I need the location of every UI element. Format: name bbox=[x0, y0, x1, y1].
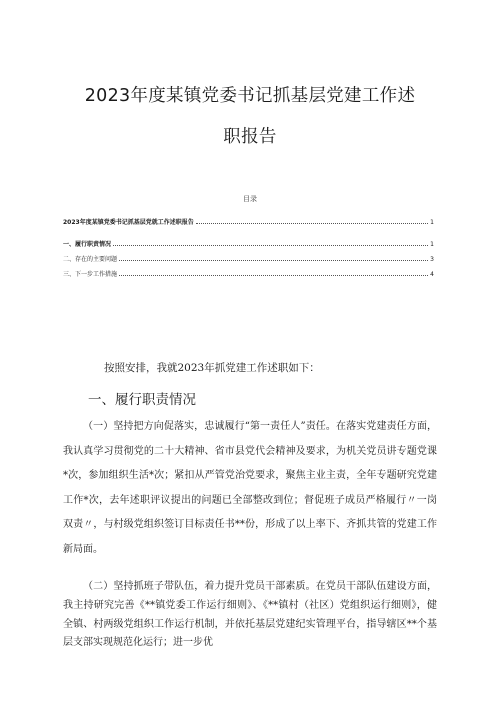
toc-entry[interactable] bbox=[63, 268, 434, 278]
intro-text: 按照安排，我就2023年抓党建工作述职如下： bbox=[104, 362, 320, 374]
toc-entry[interactable] bbox=[63, 253, 434, 263]
toc-leader-dots bbox=[119, 274, 428, 276]
body-paragraph: （一）坚持把方向促落实，忠诚履行“第一责任人”责任。在落实党建责任方面，我认真学习贯彻党的二十大精神、省市县党代会精神及要求，为机关党员讲专题党课*次，参加组织生活*次；紧扣从严管党治党要求，聚焦主业主责，全年专题研究党建工作*次，去年述职评议提出的问题已全部整改到位；督促班子成员严格履行〃一岗双责〃，与村级党组织签订目标责任书**份，形成了以上率下、齐抓共管的党建工作新局面。 bbox=[63, 421, 437, 555]
toc-entry-text: 2023年度某镇党委书记抓基层党就工作述职报告 bbox=[63, 219, 194, 226]
toc-leader-dots bbox=[119, 259, 428, 261]
toc-leader-dots bbox=[196, 222, 428, 224]
toc-leader-dots bbox=[113, 244, 428, 246]
toc-entry[interactable] bbox=[63, 238, 434, 248]
toc-entry-page: 4 bbox=[430, 271, 434, 278]
toc-entry-text: 二、存在的主要问题 bbox=[63, 256, 118, 263]
toc-entry[interactable] bbox=[63, 216, 434, 226]
document-title-line1: 2023年度某镇党委书记抓基层党建工作述 bbox=[84, 86, 416, 106]
section-heading: 一、履行职责情况 bbox=[88, 392, 196, 408]
toc-entry-page: 1 bbox=[430, 219, 434, 226]
document-title-line2: 职报告 bbox=[223, 127, 277, 147]
toc-entry-page: 3 bbox=[430, 256, 434, 263]
toc-entry-page: 1 bbox=[430, 241, 434, 248]
body-paragraph: （二）坚持抓班子带队伍，着力提升党员干部素质。在党员干部队伍建设方面，我主持研究完善《**镇党委工作运行细则》、《**镇村（社区）党组织运行细则》，健全镇、村两级党组织工作运行机制，并依托基层党建纪实管理平台，指导辖区**个基层支部实现规范化运行；进一步优 bbox=[63, 581, 437, 649]
toc-heading: 目录 bbox=[243, 195, 257, 203]
toc-entry-text: 三、下一步工作措施 bbox=[63, 271, 118, 278]
toc-entry-text: 一、履行职责情况 bbox=[63, 241, 112, 248]
